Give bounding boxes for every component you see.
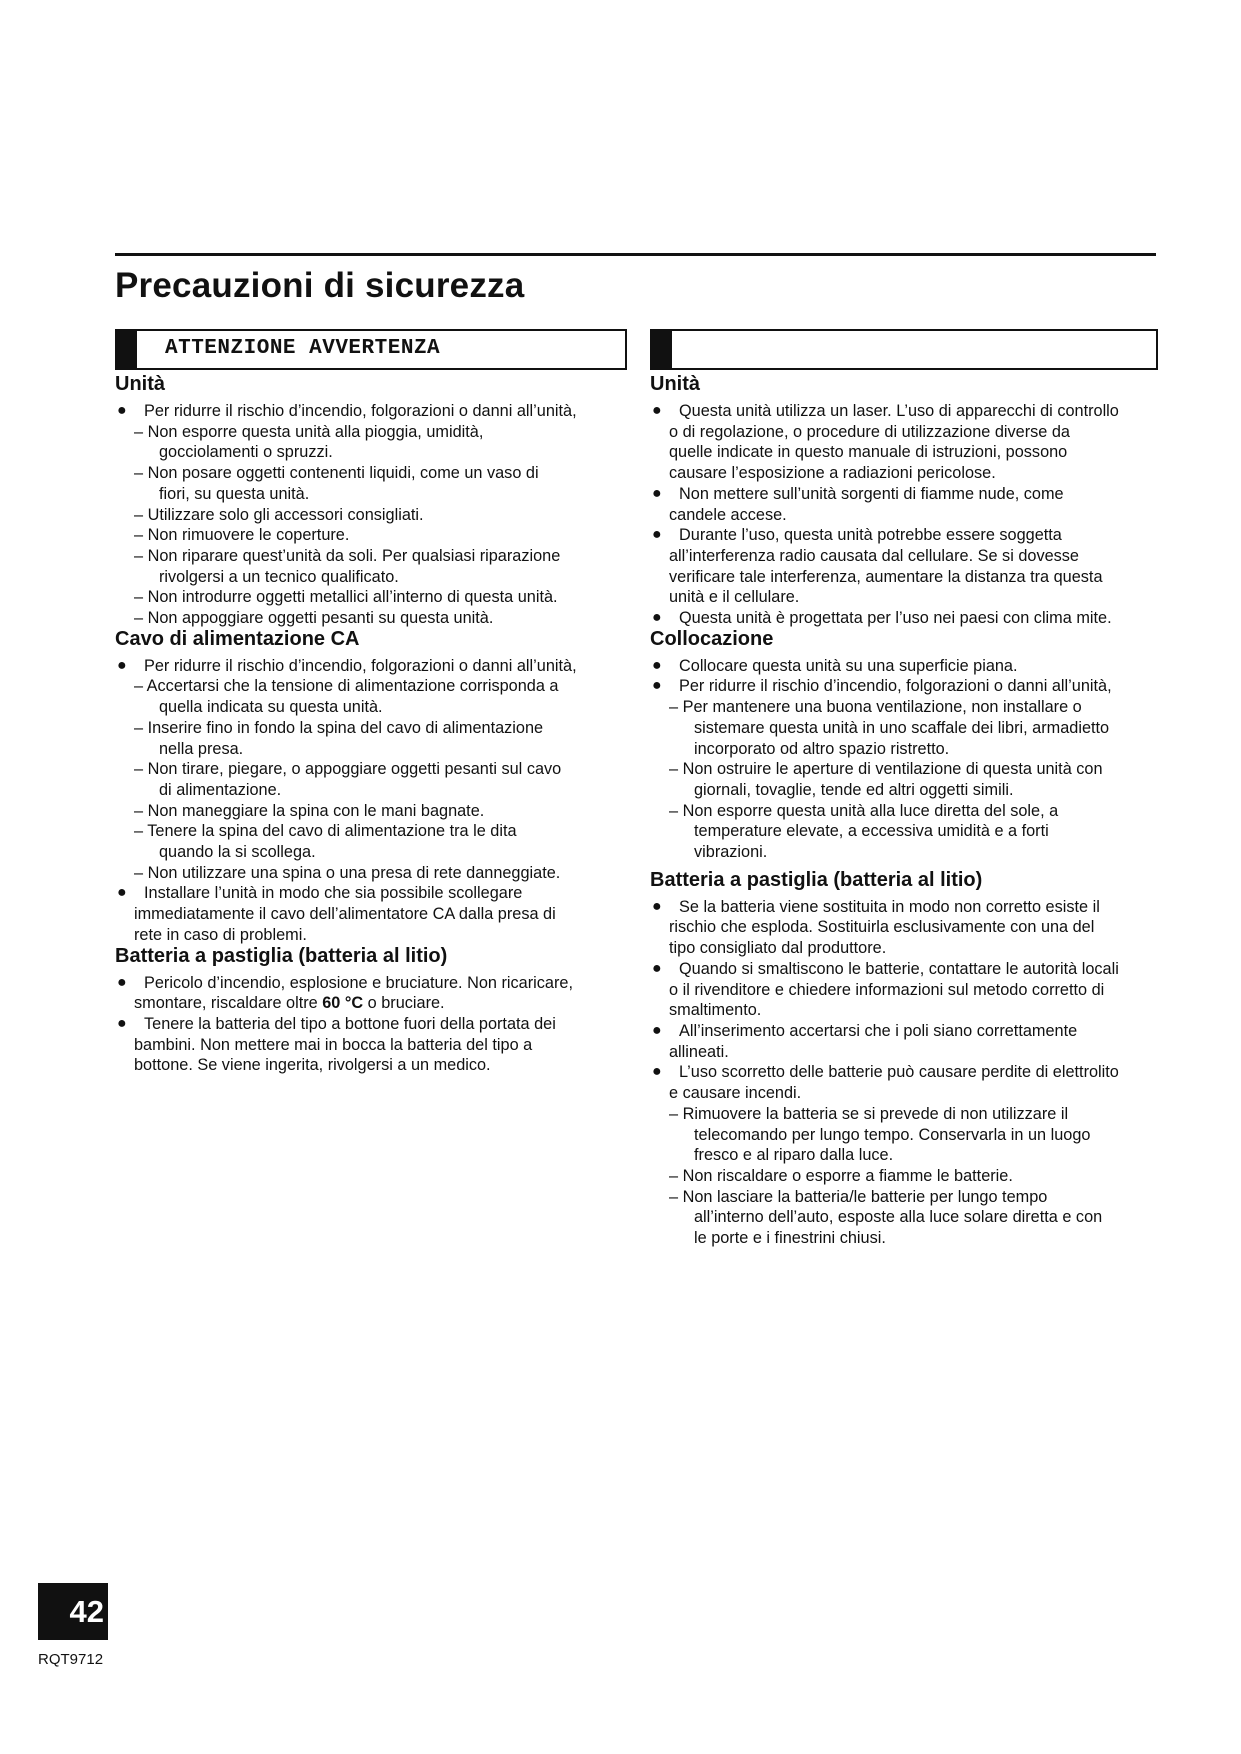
section-title: Cavo di alimentazione CA: [115, 627, 360, 650]
page-title: Precauzioni di sicurezza: [115, 266, 525, 305]
dash-item: – Non posare oggetti contenenti liquidi, come un vaso di: [134, 464, 539, 483]
bullet-icon: ●: [117, 884, 127, 902]
bullet-icon: ●: [652, 484, 662, 502]
dash-item-cont: di alimentazione.: [159, 780, 282, 799]
dash-item: – Accertarsi che la tensione di alimentazione corrisponda a: [134, 677, 559, 696]
right-column: [650, 372, 1170, 1249]
bullet-icon: ●: [652, 609, 662, 627]
dash-item-cont: gocciolamenti o spruzzi.: [159, 443, 333, 462]
dash-item: – Non rimuovere le coperture.: [134, 526, 350, 545]
dash-item: – Non maneggiare la spina con le mani bagnate.: [134, 801, 485, 820]
dash-item-cont: sistemare questa unità in uno scaffale dei libri, armadietto: [694, 718, 1110, 737]
warning-label: ATTENZIONE AVVERTENZA: [165, 337, 441, 360]
bullet-item: ● Se la batteria viene sostituita in modo non corretto esiste il: [652, 897, 1100, 916]
dash-item: – Non utilizzare una spina o una presa di rete danneggiate.: [134, 863, 561, 882]
bullet-item: ● Tenere la batteria del tipo a bottone fuori della portata dei: [117, 1014, 556, 1033]
dash-item-cont: rivolgersi a un tecnico qualificato.: [159, 567, 399, 586]
dash-item-cont: le porte e i finestrini chiusi.: [694, 1229, 886, 1248]
dash-item-cont: nella presa.: [159, 739, 244, 758]
dash-item-cont: telecomando per lungo tempo. Conservarla in un luogo: [694, 1125, 1091, 1144]
dash-item: – Non esporre questa unità alla luce diretta del sole, a: [669, 801, 1059, 820]
bullet-icon: ●: [652, 897, 662, 915]
bullet-cont: all’interferenza radio causata dal cellulare. Se si dovesse: [669, 546, 1079, 565]
bullet-cont: rischio che esploda. Sostituirla esclusivamente con una del: [669, 918, 1095, 937]
section-title: Collocazione: [650, 627, 774, 650]
section-title: Batteria a pastiglia (batteria al litio): [650, 868, 983, 891]
dash-item: – Non ostruire le aperture di ventilazione di questa unità con: [669, 760, 1103, 779]
bullet-icon: ●: [652, 677, 662, 695]
warning-box-left: [115, 329, 627, 370]
dash-item: – Rimuovere la batteria se si prevede di non utilizzare il: [669, 1104, 1069, 1123]
dash-item-cont: temperature elevate, a eccessiva umidità e a forti: [694, 822, 1049, 841]
bullet-cont: candele accese.: [669, 505, 787, 524]
bullet-cont: rete in caso di problemi.: [134, 925, 307, 944]
bullet-item: ● All’inserimento accertarsi che i poli siano correttamente: [652, 1021, 1078, 1040]
bullet-item: ● Durante l’uso, questa unità potrebbe essere soggetta: [652, 526, 1062, 545]
bullet-cont: verificare tale interferenza, aumentare la distanza tra questa: [669, 567, 1103, 586]
dash-item-cont: incorporato od altro spazio ristretto.: [694, 739, 950, 758]
bullet-item: ● Non mettere sull’unità sorgenti di fiamme nude, come: [652, 484, 1064, 503]
bullet-item: ● Questa unità è progettata per l’uso nei paesi con clima mite.: [652, 609, 1112, 628]
dash-item: – Non lasciare la batteria/le batterie per lungo tempo: [669, 1187, 1048, 1206]
doc-code: RQT9712: [38, 1651, 104, 1668]
dash-item: – Per mantenere una buona ventilazione, non installare o: [669, 698, 1082, 717]
warning-box-bar: [117, 331, 137, 368]
dash-item: – Utilizzare solo gli accessori consigliati.: [134, 505, 424, 524]
bullet-icon: ●: [652, 959, 662, 977]
bullet-cont: bottone. Se viene ingerita, rivolgersi a un medico.: [134, 1056, 491, 1075]
bullet-cont: causare l’esposizione a radiazioni pericolose.: [669, 464, 996, 483]
dash-item-cont: vibrazioni.: [694, 843, 768, 862]
dash-item: – Inserire fino in fondo la spina del cavo di alimentazione: [134, 718, 544, 737]
bullet-cont: allineati.: [669, 1042, 729, 1061]
dash-item: – Non tirare, piegare, o appoggiare oggetti pesanti sul cavo: [134, 760, 562, 779]
dash-item: – Tenere la spina del cavo di alimentazione tra le dita: [134, 822, 517, 841]
bullet-item: ● Collocare questa unità su una superficie piana.: [652, 656, 1018, 675]
bullet-item: ● Installare l’unità in modo che sia possibile scollegare: [117, 884, 523, 903]
bullet-item: ● Per ridurre il rischio d’incendio, folgorazioni o danni all’unità,: [117, 656, 577, 675]
bullet-icon: ●: [652, 1063, 662, 1081]
dash-item-cont: quella indicata su questa unità.: [159, 698, 383, 717]
dash-item: – Non appoggiare oggetti pesanti su questa unità.: [134, 609, 494, 628]
section-title: Unità: [115, 373, 165, 395]
dash-item: – Non esporre questa unità alla pioggia, umidità,: [134, 422, 484, 441]
top-rule: [115, 253, 1156, 256]
bullet-item: ● Questa unità utilizza un laser. L’uso di apparecchi di controllo: [652, 402, 1119, 420]
dash-item: – Non riparare quest’unità da soli. Per qualsiasi riparazione: [134, 546, 561, 565]
dash-item-cont: giornali, tovaglie, tende ed altri oggetti simili.: [694, 780, 1014, 799]
dash-item-cont: all’interno dell’auto, esposte alla luce solare diretta e con: [694, 1208, 1103, 1227]
bullet-icon: ●: [117, 656, 127, 674]
page-number: 42: [38, 1583, 108, 1640]
bullet-item: ● Per ridurre il rischio d’incendio, folgorazioni o danni all’unità,: [652, 677, 1112, 696]
bullet-item: ● Quando si smaltiscono le batterie, contattare le autorità locali: [652, 959, 1119, 978]
dash-item-cont: fiori, su questa unità.: [159, 484, 310, 503]
bullet-icon: ●: [652, 402, 662, 419]
dash-item: – Non introdurre oggetti metallici all’interno di questa unità.: [134, 588, 558, 607]
dash-item-cont: fresco e al riparo dalla luce.: [694, 1146, 894, 1165]
bullet-icon: ●: [117, 973, 127, 991]
bullet-cont: e causare incendi.: [669, 1084, 802, 1103]
section-title: Unità: [650, 373, 700, 395]
left-column: [115, 372, 635, 1076]
warning-box-bar: [652, 331, 672, 368]
bullet-icon: ●: [117, 1014, 127, 1032]
bullet-cont: immediatamente il cavo dell’alimentatore CA dalla presa di: [134, 905, 556, 924]
bullet-item: ● L’uso scorretto delle batterie può causare perdite di elettrolito: [652, 1063, 1119, 1082]
bullet-item: ● Per ridurre il rischio d’incendio, folgorazioni o danni all’unità,: [117, 402, 577, 420]
bullet-cont: o il rivenditore e chiedere informazioni sul metodo corretto di: [669, 980, 1105, 999]
bullet-cont: unità e il cellulare.: [669, 588, 800, 607]
bullet-cont: bambini. Non mettere mai in bocca la batteria del tipo a: [134, 1035, 533, 1054]
bullet-icon: ●: [117, 402, 127, 419]
dash-item: – Non riscaldare o esporre a fiamme le batterie.: [669, 1166, 1013, 1185]
section-title: Batteria a pastiglia (batteria al litio): [115, 944, 448, 967]
bullet-cont: o di regolazione, o procedure di utilizzazione diverse da: [669, 422, 1070, 441]
bullet-cont: smontare, riscaldare oltre 60 °C o bruciare.: [134, 994, 445, 1013]
dash-item-cont: quando la si scollega.: [159, 843, 316, 862]
bullet-cont: tipo consigliato dal produttore.: [669, 939, 887, 958]
bullet-icon: ●: [652, 656, 662, 674]
bullet-cont: smaltimento.: [669, 1001, 762, 1020]
bullet-cont: quelle indicate in questo manuale di istruzioni, possono: [669, 443, 1068, 462]
warning-box-right: [650, 329, 1158, 370]
bullet-icon: ●: [652, 1021, 662, 1039]
bullet-icon: ●: [652, 526, 662, 544]
bullet-item: ● Pericolo d’incendio, esplosione e bruciature. Non ricaricare,: [117, 973, 573, 992]
